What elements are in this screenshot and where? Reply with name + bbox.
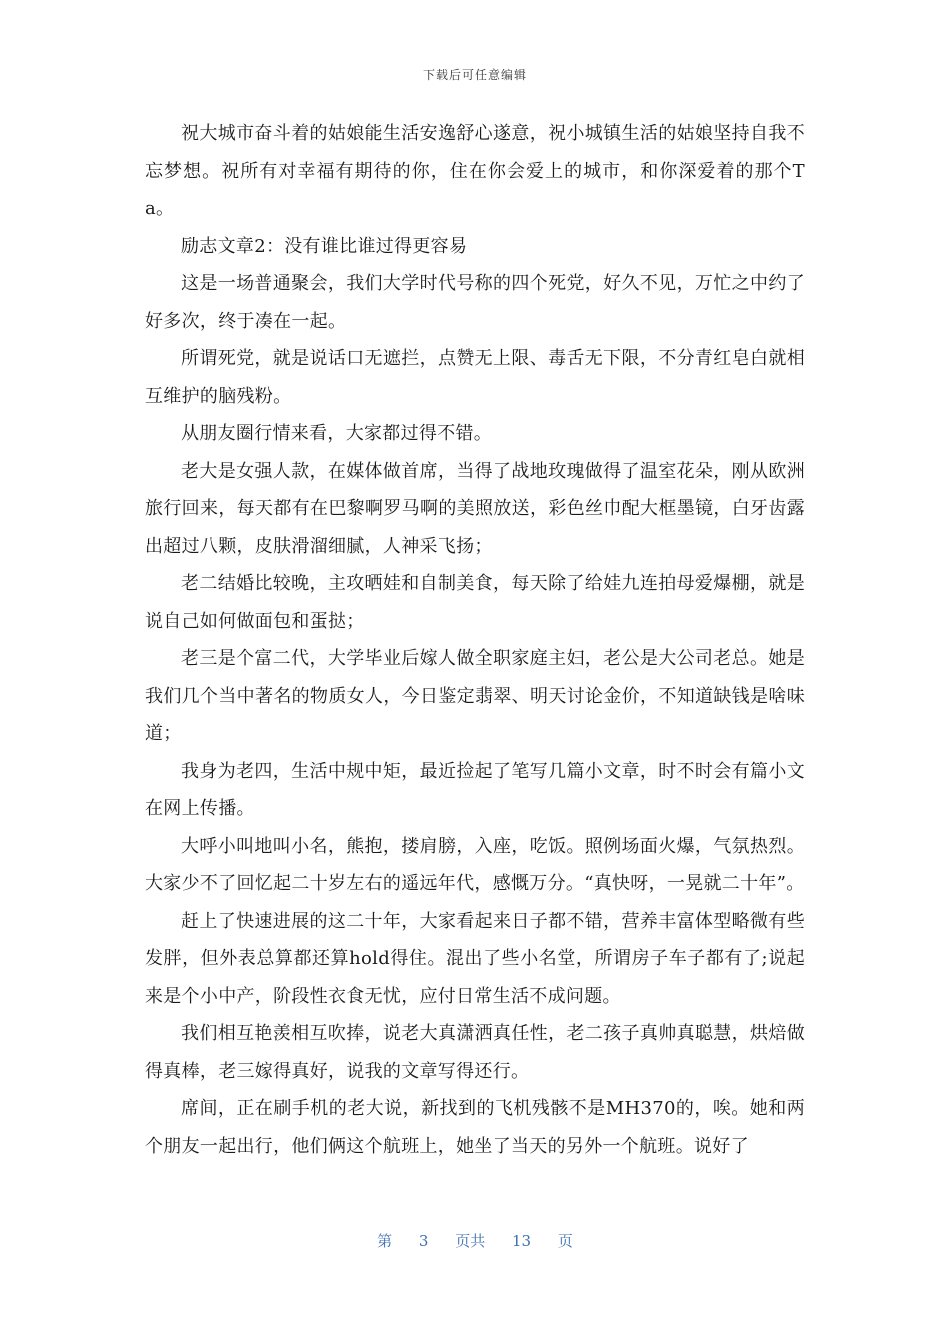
article-heading: 励志文章2：没有谁比谁过得更容易 [181, 235, 468, 257]
current-page-number: 3 [418, 1232, 429, 1250]
page-footer [0, 1230, 950, 1251]
paragraph: 赶上了快速进展的这二十年，大家看起来日子都不错，营养丰富体型略微有些发胖，但外表总算都还算hold得住。混出了些小名堂，所谓房子车子都有了;说起来是个小中产，阶段性衣食无忧，应付日常生活不成问题。 [145, 910, 805, 1007]
footer-label-di: 第 [377, 1232, 393, 1250]
document-body [145, 115, 805, 1165]
footer-label-ye: 页 [557, 1232, 573, 1250]
paragraph: 老二结婚比较晚，主攻晒娃和自制美食，每天除了给娃九连拍母爱爆棚，就是说自己如何做面包和蛋挞； [145, 573, 805, 632]
paragraph: 大呼小叫地叫小名，熊抱，搂肩膀，入座，吃饭。照例场面火爆，气氛热烈。大家少不了回忆起二十岁左右的遥远年代，感慨万分。“真快呀，一晃就二十年”。 [145, 835, 805, 894]
paragraph: 老三是个富二代，大学毕业后嫁人做全职家庭主妇，老公是大公司老总。她是我们几个当中著名的物质女人，今日鉴定翡翠、明天讨论金价，不知道缺钱是啥味道； [145, 648, 805, 744]
page-header: 下载后可任意编辑 [422, 68, 527, 82]
paragraph: 祝大城市奋斗着的姑娘能生活安逸舒心遂意，祝小城镇生活的姑娘坚持自我不忘梦想。祝所有对幸福有期待的你，住在你会爱上的城市，和你深爱着的那个Ta。 [145, 123, 805, 219]
paragraph: 我们相互艳羡相互吹捧，说老大真潇洒真任性，老二孩子真帅真聪慧，烘焙做得真棒，老三嫁得真好，说我的文章写得还行。 [145, 1023, 805, 1082]
paragraph: 这是一场普通聚会，我们大学时代号称的四个死党，好久不见，万忙之中约了好多次，终于凑在一起。 [145, 273, 805, 332]
paragraph: 从朋友圈行情来看，大家都过得不错。 [181, 423, 493, 444]
paragraph: 席间，正在刷手机的老大说，新找到的飞机残骸不是MH370的，唉。她和两个朋友一起出行，他们俩这个航班上，她坐了当天的另外一个航班。说好了 [145, 1098, 805, 1157]
paragraph: 我身为老四，生活中规中矩，最近捡起了笔写几篇小文章，时不时会有篇小文在网上传播。 [145, 760, 805, 819]
total-page-count: 13 [512, 1232, 532, 1250]
paragraph: 所谓死党，就是说话口无遮拦，点赞无上限、毒舌无下限，不分青红皂白就相互维护的脑残粉。 [145, 348, 805, 407]
paragraph: 老大是女强人款，在媒体做首席，当得了战地玫瑰做得了温室花朵，刚从欧洲旅行回来，每天都有在巴黎啊罗马啊的美照放送，彩色丝巾配大框墨镜，白牙齿露出超过八颗，皮肤滑溜细腻，人神采飞扬； [145, 460, 805, 557]
footer-label-ye-gong: 页共 [455, 1232, 486, 1250]
